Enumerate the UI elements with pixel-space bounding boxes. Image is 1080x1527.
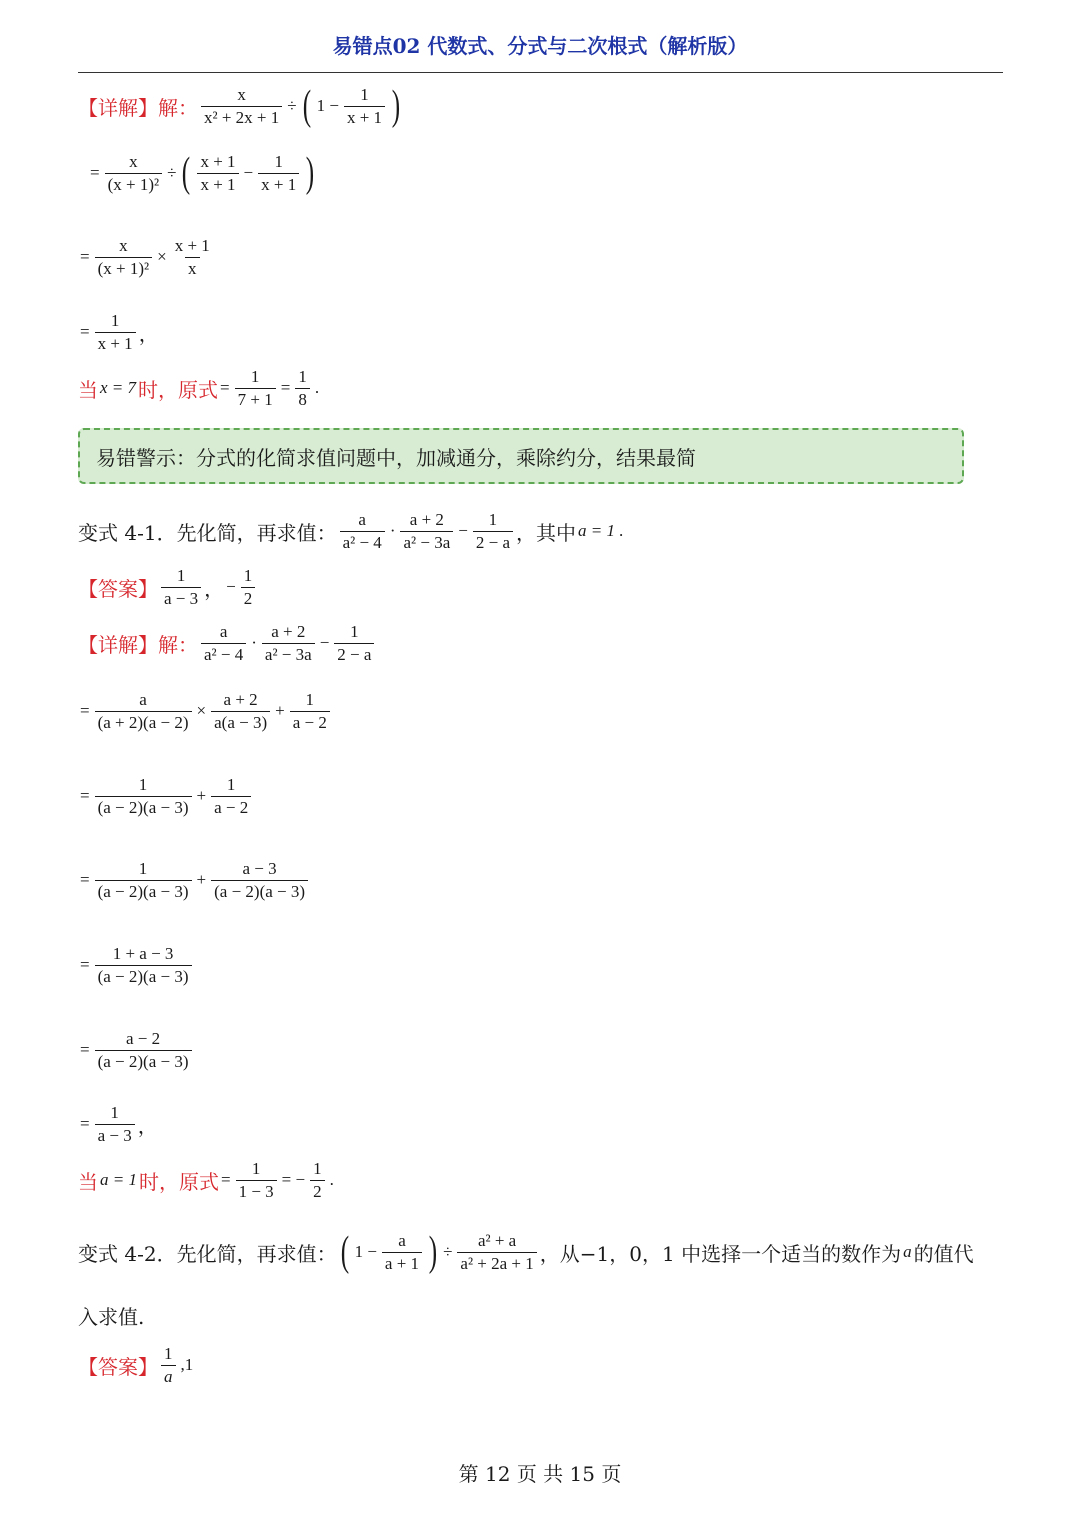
- operator: ·: [251, 633, 257, 652]
- v41-step-3: [78, 855, 311, 905]
- numerator: a + 2: [223, 689, 258, 709]
- denominator: a² − 4: [201, 643, 246, 666]
- right-paren: ): [428, 1229, 438, 1275]
- denominator: a² − 3a: [400, 531, 453, 554]
- solve-label: 解：: [158, 632, 198, 657]
- answer-label: 【答案】: [78, 576, 158, 601]
- v41-prompt: 变式 4-1．先化简，再求值：: [78, 520, 337, 545]
- answer-tail: ,1: [180, 1355, 194, 1374]
- v41-detail: [78, 618, 377, 668]
- fraction: [95, 235, 153, 280]
- equals: = −: [281, 1170, 306, 1189]
- numerator: 1: [176, 565, 186, 585]
- ex4-detail-line: [78, 82, 404, 130]
- term: 1 −: [354, 1242, 377, 1261]
- detail-label: 【详解】: [78, 95, 158, 120]
- v41-step-5: [78, 1025, 195, 1075]
- fraction: [105, 151, 163, 196]
- eval-when: 当: [78, 377, 98, 402]
- eval-then: 时，原式: [138, 377, 219, 402]
- left-paren: (: [182, 150, 191, 196]
- numerator: x: [237, 84, 246, 104]
- separator: ，: [204, 576, 225, 601]
- fraction: [95, 310, 136, 355]
- fraction: [161, 1343, 176, 1388]
- denominator: a(a − 3): [211, 711, 270, 734]
- denominator: a: [161, 1365, 176, 1388]
- numerator: 1: [488, 509, 498, 529]
- denominator: a² + 2a + 1: [457, 1252, 536, 1275]
- operator: ÷: [167, 163, 177, 182]
- v41-step-4: [78, 940, 195, 990]
- numerator: 1: [110, 310, 120, 330]
- period: .: [329, 1170, 334, 1189]
- fraction: [95, 689, 192, 734]
- equals: =: [80, 870, 90, 889]
- denominator: x + 1: [258, 173, 299, 196]
- condition-tail: 的值代: [913, 1241, 974, 1266]
- operator: −: [458, 521, 468, 540]
- denominator: (a − 2)(a − 3): [95, 1050, 192, 1073]
- operator: +: [275, 701, 285, 720]
- denominator: (a − 2)(a − 3): [95, 796, 192, 819]
- page-footer: 第 12 页 共 15 页: [458, 1462, 622, 1486]
- numerator: 1: [250, 366, 260, 386]
- numerator: 1: [138, 774, 148, 794]
- denominator: x + 1: [344, 106, 385, 129]
- denominator: a² − 3a: [262, 643, 315, 666]
- denominator: 2: [241, 587, 256, 610]
- header-divider: [78, 72, 1003, 73]
- fraction: [473, 509, 513, 554]
- numerator: 1: [298, 366, 307, 386]
- eval-var: x = 7: [100, 378, 137, 397]
- operator: ×: [157, 247, 167, 266]
- fraction: [241, 565, 256, 610]
- denominator: a² − 4: [340, 531, 385, 554]
- numerator: 1 + a − 3: [112, 943, 174, 963]
- equals: =: [80, 247, 90, 266]
- denominator: 2: [310, 1180, 325, 1203]
- equals: =: [90, 163, 100, 182]
- condition-prefix: ，其中: [516, 520, 576, 545]
- v42-answer: [78, 1340, 195, 1390]
- eval-then: 时，原式: [138, 1169, 219, 1194]
- fraction: [334, 621, 374, 666]
- numerator: a² + a: [477, 1230, 517, 1250]
- denominator: a − 2: [290, 711, 330, 734]
- fraction: [457, 1230, 536, 1275]
- equals: =: [80, 786, 90, 805]
- denominator: x + 1: [95, 332, 136, 355]
- fraction: [295, 366, 310, 411]
- fraction: [236, 1158, 277, 1203]
- numerator: 1: [251, 1158, 261, 1178]
- equals: =: [280, 378, 291, 397]
- denominator: x + 1: [197, 173, 238, 196]
- v41-answer: [78, 562, 258, 612]
- negative-sign: −: [226, 577, 236, 596]
- numerator: 1: [305, 689, 315, 709]
- fraction: [235, 366, 276, 411]
- numerator: 1: [110, 1102, 119, 1122]
- denominator: 7 + 1: [235, 388, 276, 411]
- period: .: [314, 378, 320, 397]
- warning-box: [78, 428, 964, 484]
- fraction: [95, 858, 192, 903]
- numerator: a + 2: [271, 621, 306, 641]
- numerator: x + 1: [174, 235, 210, 255]
- detail-label: 【详解】: [78, 632, 158, 657]
- term: 1 −: [316, 96, 339, 115]
- equals: =: [80, 322, 90, 341]
- condition-var: a: [903, 1242, 912, 1261]
- equals: =: [80, 701, 90, 720]
- denominator: 2 − a: [473, 531, 513, 554]
- numerator: 1: [243, 565, 253, 585]
- numerator: x + 1: [200, 151, 236, 171]
- denominator: 1 − 3: [236, 1180, 277, 1203]
- numerator: 1: [274, 151, 283, 171]
- equals: =: [80, 1114, 90, 1133]
- operator: ×: [196, 701, 207, 720]
- operator: ÷: [287, 96, 297, 115]
- denominator: a − 2: [211, 796, 251, 819]
- fraction: [95, 774, 192, 819]
- denominator: x: [185, 257, 200, 280]
- denominator: (x + 1)²: [105, 173, 163, 196]
- fraction: [201, 621, 246, 666]
- fraction: [344, 84, 385, 129]
- fraction: [400, 509, 453, 554]
- fraction: [197, 151, 238, 196]
- denominator: (a − 2)(a − 3): [95, 880, 192, 903]
- ex4-evaluation: [78, 364, 321, 412]
- eval-when: 当: [78, 1169, 98, 1194]
- numerator: a: [139, 689, 147, 709]
- warning-text: 易错警示：分式的化简求值问题中，加减通分，乘除约分，结果最简: [96, 445, 696, 470]
- fraction: [172, 235, 213, 280]
- v41-question: [78, 506, 625, 556]
- numerator: 1: [313, 1158, 322, 1178]
- equals: =: [80, 1040, 90, 1059]
- fraction: [211, 858, 308, 903]
- denominator: a − 3: [161, 587, 201, 610]
- v41-step-2: [78, 771, 254, 821]
- denominator: x² + 2x + 1: [201, 106, 282, 129]
- solve-label: 解：: [158, 95, 198, 120]
- fraction: [262, 621, 315, 666]
- denominator: (a + 2)(a − 2): [95, 711, 192, 734]
- fraction: [290, 689, 330, 734]
- numerator: 1: [350, 621, 359, 641]
- right-paren: ): [391, 83, 401, 129]
- fraction: [201, 84, 282, 129]
- numerator: x: [119, 235, 128, 255]
- numerator: a − 2: [125, 1028, 161, 1048]
- denominator: a − 3: [95, 1124, 135, 1147]
- ex4-step-1: [88, 148, 318, 198]
- right-paren: ): [306, 150, 315, 196]
- v42-line2: 入求值.: [78, 1304, 145, 1329]
- equals: =: [220, 1170, 231, 1189]
- numerator: 1: [138, 858, 148, 878]
- operator: ·: [389, 521, 396, 540]
- numerator: 1: [226, 774, 236, 794]
- numerator: a: [358, 509, 366, 529]
- v42-question-cont: [78, 1298, 144, 1332]
- numerator: a: [398, 1230, 406, 1250]
- denominator: (x + 1)²: [95, 257, 153, 280]
- denominator: 2 − a: [334, 643, 374, 666]
- fraction: [95, 943, 192, 988]
- operator: −: [243, 163, 254, 182]
- numerator: x: [129, 151, 138, 171]
- period: .: [618, 521, 624, 540]
- eval-var: a = 1: [100, 1170, 137, 1189]
- fraction: [211, 689, 270, 734]
- condition: a = 1: [578, 521, 615, 540]
- operator: +: [196, 786, 207, 805]
- fraction: [95, 1102, 135, 1147]
- numerator: a + 2: [409, 509, 444, 529]
- denominator: 8: [295, 388, 310, 411]
- ex4-step-3: [78, 308, 159, 356]
- answer-label: 【答案】: [78, 1354, 158, 1379]
- operator: −: [319, 633, 330, 652]
- ex4-step-2: [78, 232, 216, 282]
- comma: ，: [138, 321, 159, 346]
- page-header-title: 易错点02 代数式、分式与二次根式（解析版）: [332, 34, 748, 58]
- operator: +: [196, 870, 207, 889]
- comma: ，: [137, 1113, 158, 1138]
- v41-step-1: [78, 686, 333, 736]
- condition: ，从−1，0，1 中选择一个适当的数作为: [539, 1241, 902, 1266]
- operator: ÷: [443, 1242, 453, 1261]
- v42-prompt: 变式 4-2．先化简，再求值：: [78, 1241, 337, 1266]
- fraction: [258, 151, 299, 196]
- v42-question: [78, 1226, 974, 1278]
- fraction: [382, 1230, 422, 1275]
- v41-evaluation: [78, 1156, 336, 1204]
- numerator: 1: [360, 84, 369, 104]
- numerator: a: [219, 621, 228, 641]
- denominator: (a − 2)(a − 3): [211, 880, 308, 903]
- fraction: [211, 774, 251, 819]
- numerator: a − 3: [242, 858, 277, 878]
- denominator: (a − 2)(a − 3): [95, 965, 192, 988]
- denominator: a + 1: [382, 1252, 422, 1275]
- fraction: [340, 509, 385, 554]
- fraction: [161, 565, 201, 610]
- v41-step-6: [78, 1100, 158, 1148]
- left-paren: (: [302, 83, 311, 129]
- equals: =: [220, 378, 230, 397]
- equals: =: [80, 955, 90, 974]
- fraction: [95, 1028, 192, 1073]
- numerator: 1: [164, 1343, 173, 1363]
- fraction: [310, 1158, 325, 1203]
- left-paren: (: [340, 1229, 349, 1275]
